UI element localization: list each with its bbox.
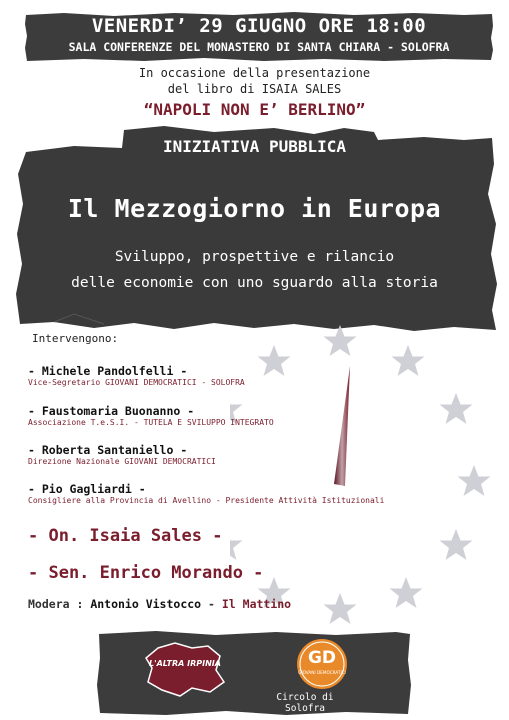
star-icon	[458, 465, 491, 496]
occasion-line-1: In occasione della presentazione	[138, 66, 371, 80]
event-venue: SALA CONFERENZE DEL MONASTERO DI SANTA CHIARA - SOLOFRA	[68, 40, 450, 54]
spike-decoration	[334, 366, 350, 486]
star-icon	[392, 345, 425, 376]
speaker-name: - Michele Pandolfelli -	[28, 364, 188, 378]
featured-speaker: - On. Isaia Sales -	[28, 526, 223, 546]
speakers-label: Intervengono:	[32, 332, 119, 345]
speaker-role: Vice-Segretario GIOVANI DEMOCRATICI - SOLOFRA	[28, 378, 245, 387]
headline: Il Mezzogiorno in Europa	[67, 194, 442, 223]
circolo-label: Circolo di Solofra	[276, 692, 334, 714]
moderator-newspaper: Il Mattino	[221, 597, 292, 611]
gd-logo-text: GIOVANI DEMOCRATICI	[298, 670, 346, 675]
moderator-name: Antonio Vistocco	[90, 597, 202, 611]
speaker-role: Associazione T.e.S.I. - TUTELA E SVILUPPO INTEGRATO	[28, 418, 274, 427]
giovani-democratici-logo	[295, 637, 349, 691]
speaker-role: Consigliere alla Provincia di Avellino - Presidente Attività Istituzionali	[28, 496, 385, 505]
speaker-name: - Faustomaria Buonanno -	[28, 404, 195, 418]
gd-initials: GD	[307, 648, 337, 668]
initiative-label: INIZIATIVA PUBBLICA	[162, 137, 347, 156]
moderator-separator: -	[201, 597, 222, 611]
star-icon	[258, 345, 291, 376]
occasion-text	[0, 65, 509, 97]
star-icon	[230, 529, 243, 560]
speaker-name: - Roberta Santaniello -	[28, 443, 188, 457]
star-icon	[440, 529, 473, 560]
book-title: “NAPOLI NON E’ BERLINO”	[143, 100, 366, 119]
speaker-name: - Pio Gagliardi -	[28, 482, 146, 496]
subtitle-line-1: Sviluppo, prospettive e rilancio	[114, 249, 395, 265]
event-date: VENERDI’ 29 GIUGNO ORE 18:00	[91, 15, 427, 37]
occasion-line-2: del libro di ISAIA SALES	[167, 82, 342, 96]
altra-irpinia-logo-text: L'ALTRA IRPINIA	[149, 659, 221, 668]
altra-irpinia-logo	[140, 640, 230, 700]
star-icon	[324, 593, 357, 624]
eu-stars-decoration	[230, 318, 500, 628]
featured-speaker: - Sen. Enrico Morando -	[28, 563, 264, 583]
moderator-line	[28, 597, 291, 611]
star-icon	[390, 577, 423, 608]
speaker-role: Direzione Nazionale GIOVANI DEMOCRATICI	[28, 457, 216, 466]
star-icon	[324, 325, 357, 356]
moderator-label: Modera :	[28, 597, 91, 611]
subtitle-line-2: delle economie con uno sguardo alla storia	[71, 275, 438, 291]
star-icon	[440, 393, 473, 424]
